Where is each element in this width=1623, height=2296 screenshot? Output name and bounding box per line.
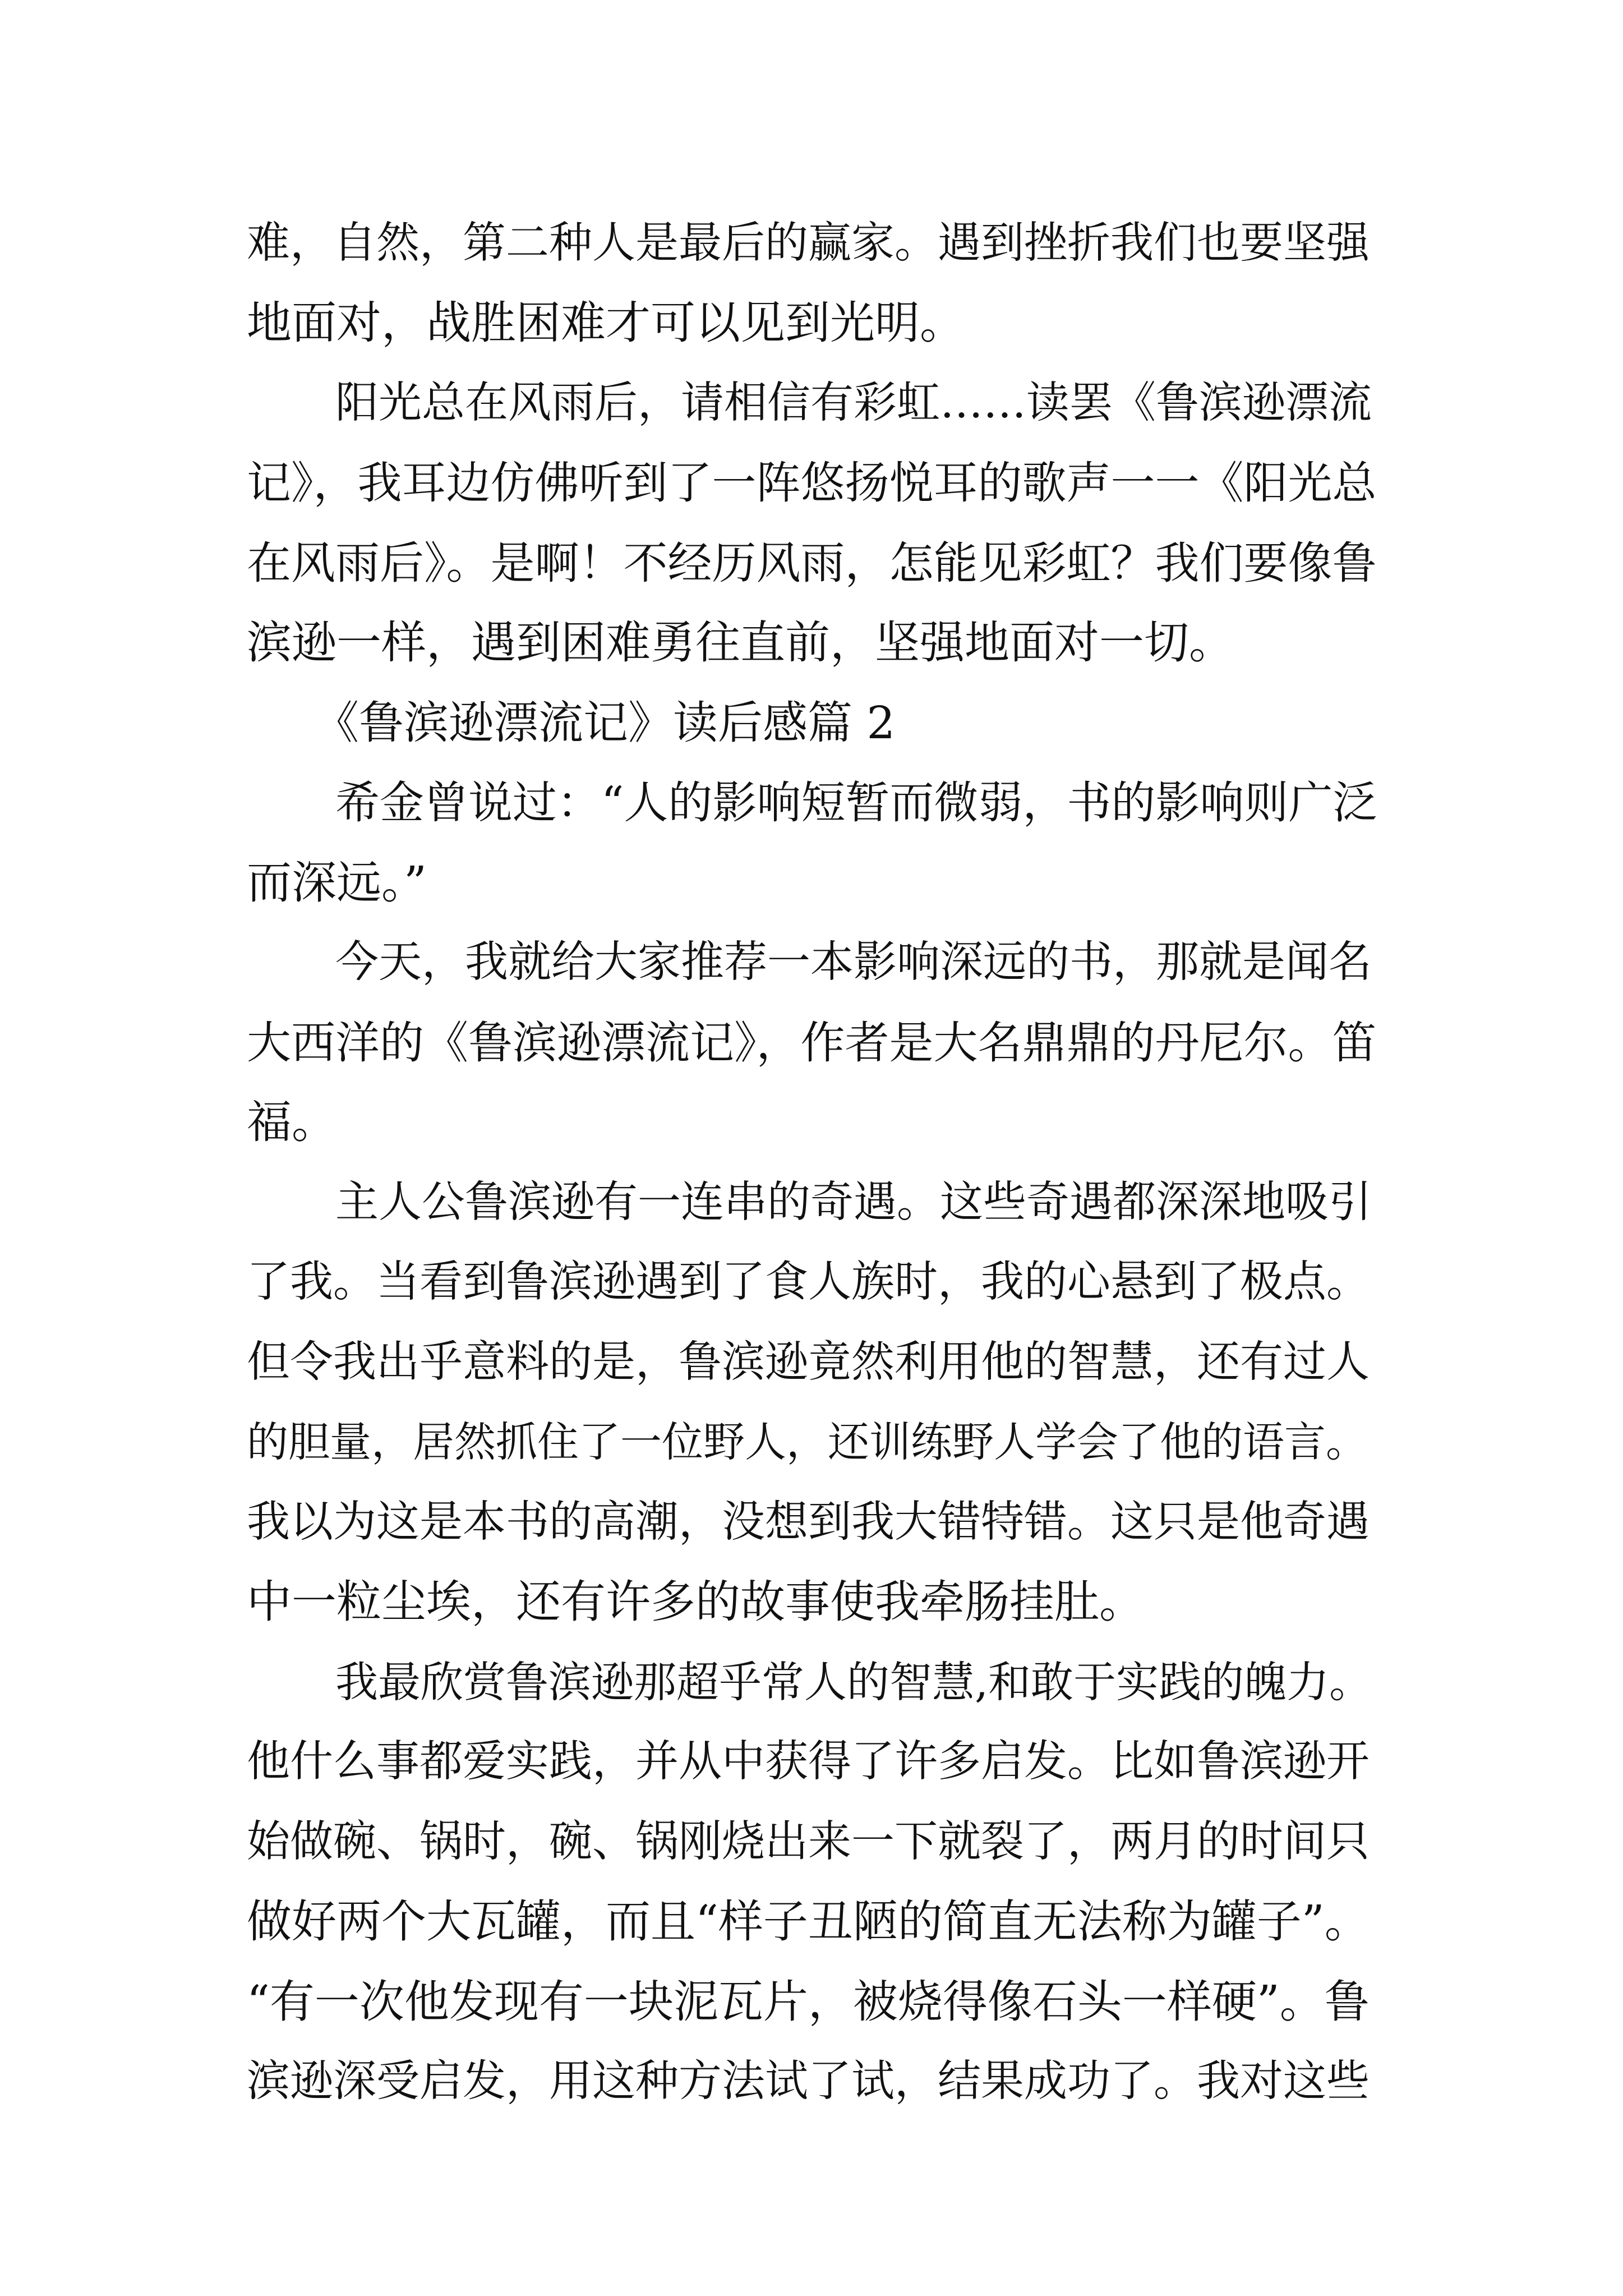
paragraph-first-line: 今天，我就给大家推荐一本影响深远的书，那就是闻名 [335, 937, 1372, 987]
body-line: 我以为这是本书的高潮，没想到我大错特错。这只是他奇遇 [247, 1497, 1370, 1547]
body-line: 记》，我耳边仿佛听到了一阵悠扬悦耳的歌声一一《阳光总 [247, 457, 1377, 509]
body-line: 滨逊深受启发，用这种方法试了试，结果成功了。我对这些 [247, 2056, 1370, 2106]
body-line: 地面对，战胜困难才可以见到光明。 [247, 297, 965, 349]
body-line: 中一粒尘埃，还有许多的故事使我牵肠挂肚。 [247, 1576, 1144, 1628]
paragraph-first-line: 阳光总在风雨后，请相信有彩虹……读罢《鲁滨逊漂流 [335, 378, 1372, 428]
paragraph-first-line: 我最欣赏鲁滨逊那超乎常人的智慧,和敢于实践的魄力。 [335, 1657, 1372, 1707]
body-line: 了我。当看到鲁滨逊遇到了食人族时，我的心悬到了极点。 [247, 1257, 1370, 1307]
body-line: 难，自然，第二种人是最后的赢家。遇到挫折我们也要坚强 [247, 218, 1370, 268]
body-line: 而深远。” [247, 857, 427, 909]
body-line: 他什么事都爱实践，并从中获得了许多启发。比如鲁滨逊开 [247, 1737, 1370, 1787]
body-line: 大西洋的《鲁滨逊漂流记》，作者是大名鼎鼎的丹尼尔。笛 [247, 1017, 1377, 1069]
body-line: 始做碗、锅时，碗、锅刚烧出来一下就裂了，两月的时间只 [247, 1817, 1370, 1867]
paragraph-first-line: 主人公鲁滨逊有一连串的奇遇。这些奇遇都深深地吸引 [335, 1177, 1372, 1227]
paragraph-first-line: 希金曾说过：“人的影响短暂而微弱，书的影响则广泛 [335, 777, 1377, 829]
body-line: 做好两个大瓦罐，而且“样子丑陋的简直无法称为罐子”。 [247, 1895, 1370, 1948]
body-line: 滨逊一样，遇到困难勇往直前，坚强地面对一切。 [247, 616, 1234, 669]
body-line: 但令我出乎意料的是，鲁滨逊竟然利用他的智慧，还有过人 [247, 1337, 1370, 1387]
body-line: 在风雨后》。是啊！不经历风雨，怎能见彩虹？我们要像鲁 [247, 537, 1377, 589]
body-line: “有一次他发现有一块泥瓦片，被烧得像石头一样硬”。鲁 [247, 1976, 1370, 2028]
section-heading: 《鲁滨逊漂流记》读后感篇 2 [314, 697, 896, 749]
body-line: 的胆量，居然抓住了一位野人，还训练野人学会了他的语言。 [247, 1418, 1367, 1466]
body-line: 福。 [247, 1096, 336, 1148]
